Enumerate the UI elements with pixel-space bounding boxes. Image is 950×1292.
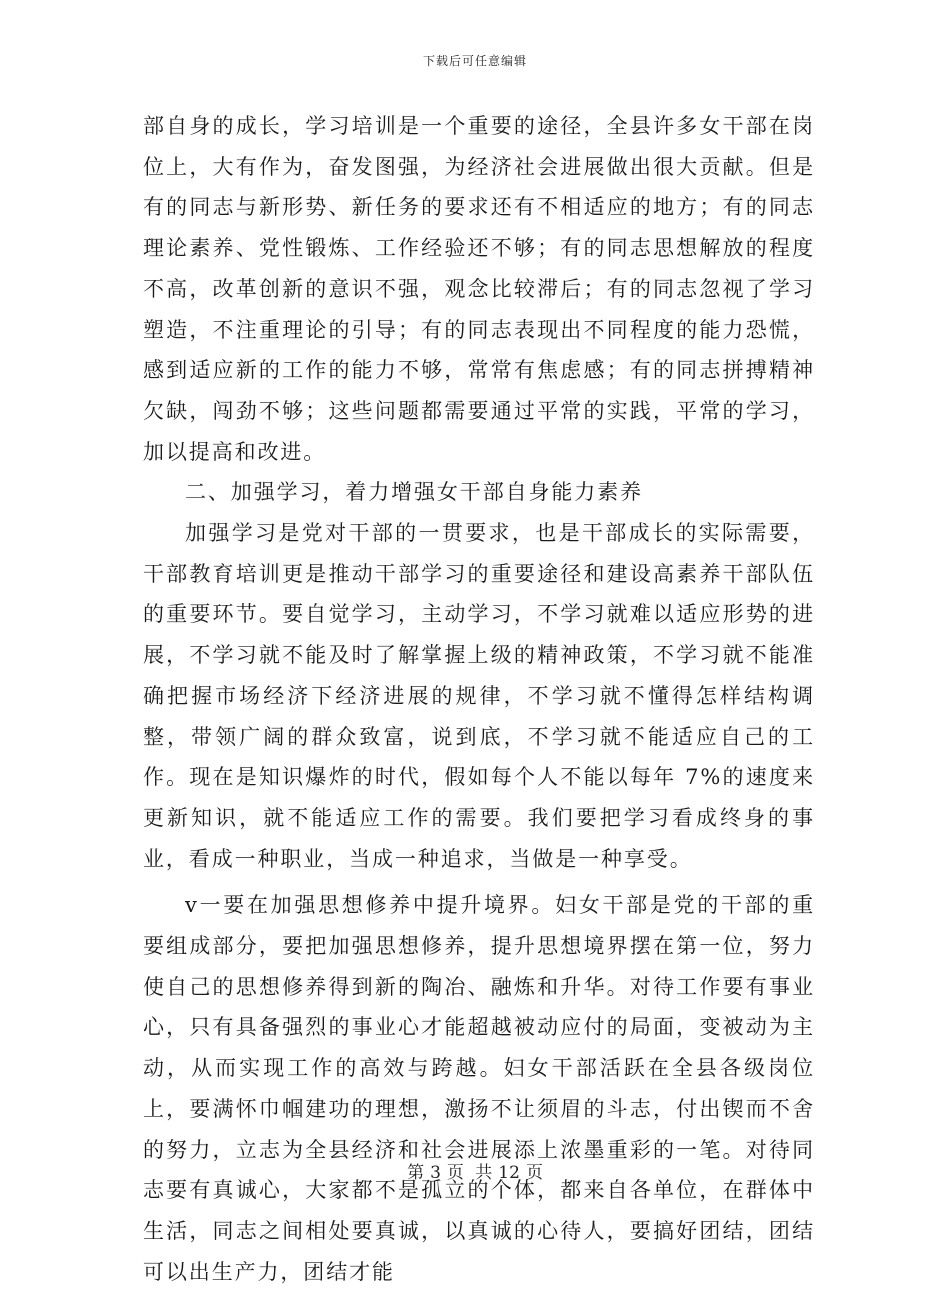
section-heading: 二、加强学习，着力增强女干部自身能力素养: [185, 480, 643, 505]
footer-total-pages: 12: [498, 1163, 520, 1183]
footer-middle: 页 共: [446, 1163, 493, 1183]
document-body: [143, 106, 815, 1292]
page-footer: [0, 1158, 950, 1183]
footer-prefix: 第: [407, 1163, 425, 1183]
footer-suffix: 页: [525, 1163, 543, 1183]
page-header-note: 下载后可任意编辑: [422, 54, 527, 68]
body-paragraph: 加强学习是党对干部的一贯要求，也是干部成长的实际需要，干部教育培训更是推动干部学习的重要途径和建设高素养干部队伍的重要环节。要自觉学习，主动学习，不学习就难以适应形势的进展，不学习就不能及时了解掌握上级的精神政策，不学习就不能准确把握市场经济下经济进展的规律，不学习就不懂得怎样结构调整，带领广阔的群众致富，说到底，不学习就不能适应自己的工作。现在是知识爆炸的时代，假如每个人不能以每年 7%的速度来更新知识，就不能适应工作的需要。我们要把学习看成终身的事业，看成一种职业，当成一种追求，当做是一种享受。: [143, 521, 815, 871]
footer-current-page: 3: [430, 1163, 441, 1183]
body-paragraph-continued: 部自身的成长，学习培训是一个重要的途径，全县许多女干部在岗位上，大有作为，奋发图强，为经济社会进展做出很大贡献。但是有的同志与新形势、新任务的要求还有不相适应的地方；有的同志理论素养、党性锻炼、工作经验还不够；有的同志思想解放的程度不高，改革创新的意识不强，观念比较滞后；有的同志忽视了学习塑造，不注重理论的引导；有的同志表现出不同程度的能力恐慌，感到适应新的工作的能力不够，常常有焦虑感；有的同志拼搏精神欠缺，闯劲不够；这些问题都需要通过平常的实践，平常的学习，加以提高和改进。: [143, 114, 815, 464]
body-paragraph: v一要在加强思想修养中提升境界。妇女干部是党的干部的重要组成部分，要把加强思想修养，提升思想境界摆在第一位，努力使自己的思想修养得到新的陶冶、融炼和升华。对待工作要有事业心，只有具备强烈的事业心才能超越被动应付的局面，变被动为主动，从而实现工作的高效与跨越。妇女干部活跃在全县各级岗位上，要满怀巾帼建功的理想，激扬不让须眉的斗志，付出锲而不舍的努力，立志为全县经济和社会进展添上浓墨重彩的一笔。对待同志要有真诚心，大家都不是孤立的个体，都来自各单位，在群体中生活，同志之间相处要真诚，以真诚的心待人，要搞好团结，团结可以出生产力，团结才能: [143, 893, 815, 1284]
